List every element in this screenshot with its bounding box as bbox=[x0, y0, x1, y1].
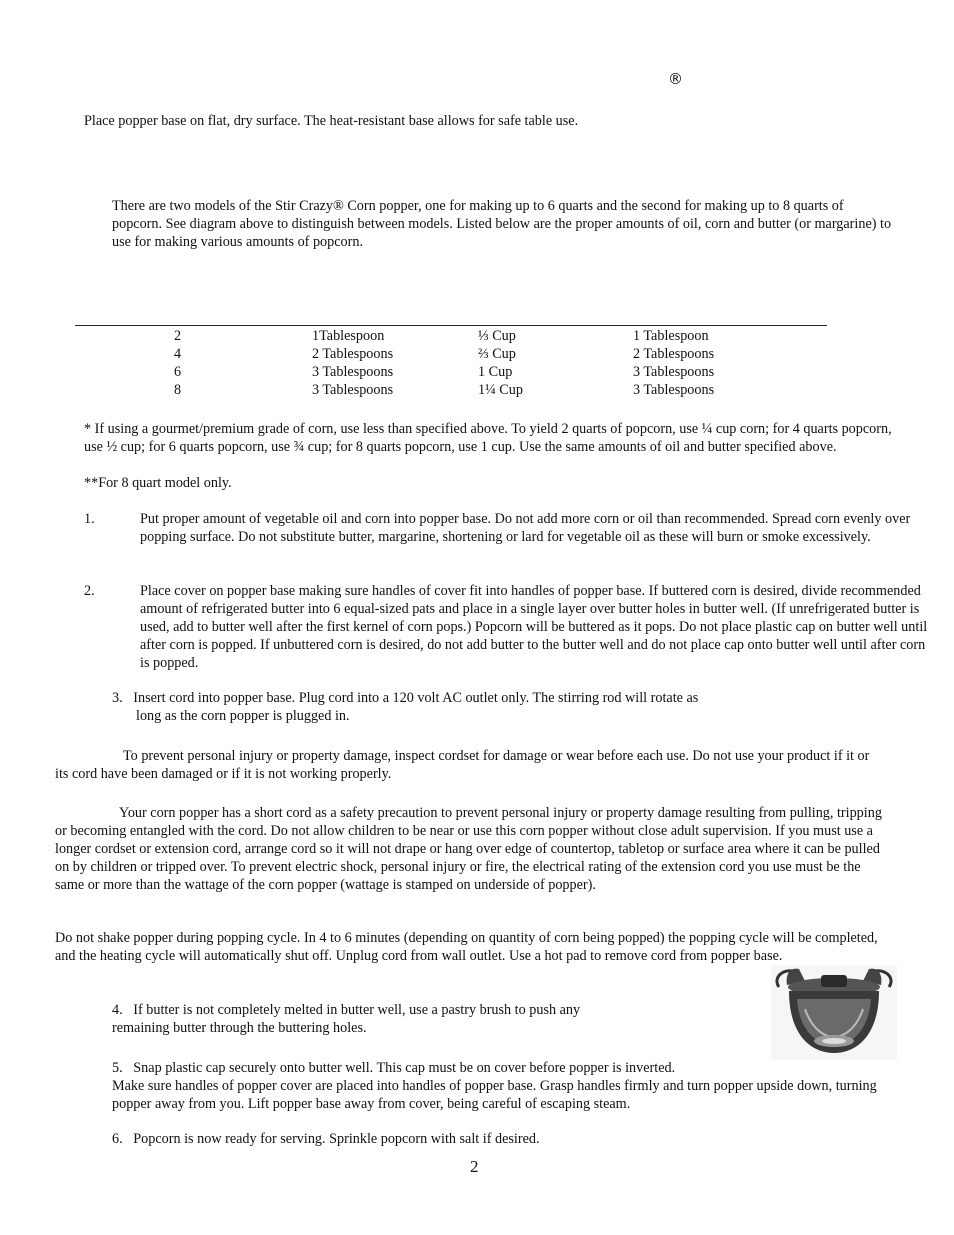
page-number: 2 bbox=[470, 1157, 479, 1176]
step-2 bbox=[84, 582, 930, 672]
step-5 bbox=[112, 1059, 892, 1113]
step-1 bbox=[84, 510, 922, 546]
butter-cell: 3 Tablespoons bbox=[633, 364, 715, 380]
popper-inverting-illustration bbox=[771, 965, 897, 1060]
table-row bbox=[0, 381, 954, 399]
corn-cell: 1 Cup bbox=[478, 364, 513, 380]
step-number: 2. bbox=[84, 583, 95, 599]
step-text: Put proper amount of vegetable oil and corn into popper base. Do not add more corn or oil than recommended. Spread corn evenly over popping surface. Do not substitute butter, margarine, shortening or lard for vegetable oil as these will burn or smoke excessively. bbox=[140, 511, 911, 545]
step-text: If butter is not completely melted in butter well, use a pastry brush to push any bbox=[133, 1002, 581, 1018]
oil-cell: 3 Tablespoons bbox=[312, 382, 394, 398]
registered-mark: ® bbox=[668, 70, 683, 88]
butter-cell: 1 Tablespoon bbox=[633, 328, 709, 344]
oil-cell: 2 Tablespoons bbox=[312, 346, 394, 362]
step-3 bbox=[112, 689, 892, 725]
step-text: long as the corn popper is plugged in. bbox=[136, 708, 350, 724]
gourmet-note: * If using a gourmet/premium grade of corn, use less than specified above. To yield 2 quarts of popcorn, use ¼ cup corn; for 4 quarts popcorn, use ½ cup; for 6 quarts popcorn, use ¾ cup; for 8 quarts popcorn, use 1 cup. Use the same amounts of oil and butter specified above. bbox=[84, 421, 892, 455]
table-rule bbox=[75, 325, 827, 326]
corn-cell: 1¼ Cup bbox=[478, 382, 523, 398]
short-cord-warning: Your corn popper has a short cord as a safety precaution to prevent personal injury or property damage resulting from pulling, tripping or becoming entangled with the cord. Do not allow children to be near or use this corn popper without close adult supervision. If you must use a longer cordset or extension cord, arrange cord so it will not drape or hang over edge of countertop, tabletop or surface area where it can be pulled on by children or tripped over. To prevent electric shock, personal injury or fire, the electrical rating of the extension cord you use must be the same or more than the wattage of the corn popper (wattage is stamped on underside of popper). bbox=[55, 805, 882, 893]
models-paragraph: There are two models of the Stir Crazy® Corn popper, one for making up to 6 quarts and the second for making up to 8 quarts of popcorn. See diagram above to distinguish between models. Listed below are the proper amounts of oil, corn and butter (or margarine) to use for making various amounts of popcorn. bbox=[112, 198, 892, 250]
step-text: Place cover on popper base making sure handles of cover fit into handles of popper base. If buttered corn is desired, divide recommended amount of refrigerated butter into 6 equal-sized pats and place in a single layer over butter holes in butter well. (If unrefrigerated butter is used, add to butter well after the first kernel of corn pops.) Popcorn will be buttered as it pops. Do not place plastic cap on butter well until after corn is popped. If unbuttered corn is desired, do not add butter to the butter well and do not place cap onto butter well until after corn is popped. bbox=[140, 583, 928, 671]
quarts-cell: 8 bbox=[174, 382, 182, 398]
step-number: 5. bbox=[112, 1060, 123, 1076]
step-number: 3. bbox=[112, 690, 123, 706]
step-text: Popcorn is now ready for serving. Sprinkle popcorn with salt if desired. bbox=[133, 1131, 540, 1147]
corn-cell: ⅔ Cup bbox=[478, 346, 516, 362]
step-text: remaining butter through the buttering holes. bbox=[112, 1020, 367, 1036]
step-4 bbox=[112, 1001, 712, 1037]
table-row bbox=[0, 345, 954, 363]
popping-cycle-text: Do not shake popper during popping cycle. In 4 to 6 minutes (depending on quantity of corn being popped) the popping cycle will be completed, and the heating cycle will automatically shut off. Unplug cord from wall outlet. Use a hot pad to remove cord from popper base. bbox=[55, 930, 878, 964]
oil-cell: 1Tablespoon bbox=[312, 328, 385, 344]
corn-cell: ⅓ Cup bbox=[478, 328, 516, 344]
cordset-warning: To prevent personal injury or property damage, inspect cordset for damage or wear before each use. Do not use your product if it or its cord have been damaged or if it is not working properly. bbox=[55, 748, 870, 782]
step-number: 1. bbox=[84, 511, 95, 527]
step-text: Snap plastic cap securely onto butter well. This cap must be on cover before popper is inverted. bbox=[133, 1060, 676, 1076]
quarts-cell: 6 bbox=[174, 364, 182, 380]
butter-cell: 3 Tablespoons bbox=[633, 382, 715, 398]
step-number: 6. bbox=[112, 1131, 123, 1147]
quarts-cell: 2 bbox=[174, 328, 182, 344]
butter-cell: 2 Tablespoons bbox=[633, 346, 715, 362]
table-row bbox=[0, 363, 954, 381]
step-text: Make sure handles of popper cover are placed into handles of popper base. Grasp handles firmly and turn popper upside down, turning popper away from you. Lift popper base away from cover, being careful of escaping steam. bbox=[112, 1078, 877, 1112]
model-note: **For 8 quart model only. bbox=[84, 475, 232, 491]
oil-cell: 3 Tablespoons bbox=[312, 364, 394, 380]
table-row bbox=[0, 327, 954, 345]
step-number: 4. bbox=[112, 1002, 123, 1018]
step-text: Insert cord into popper base. Plug cord into a 120 volt AC outlet only. The stirring rod will rotate as bbox=[133, 690, 699, 706]
quarts-cell: 4 bbox=[174, 346, 182, 362]
step-6 bbox=[112, 1130, 892, 1148]
intro-text: Place popper base on flat, dry surface. The heat-resistant base allows for safe table use. bbox=[84, 113, 579, 129]
